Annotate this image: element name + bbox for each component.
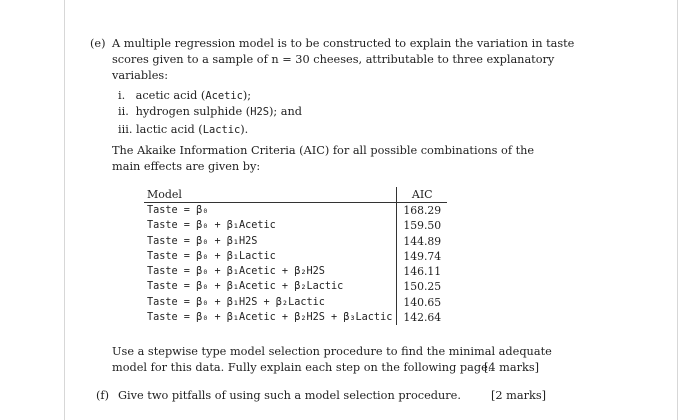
question-e-intro-line-3: variables: xyxy=(112,69,168,82)
model-formula: Taste = β₀ + β₁H2S + β₂Lactic xyxy=(147,296,325,308)
page-right-border xyxy=(677,0,678,420)
question-e-label: (e) xyxy=(90,37,106,50)
question-f-label: (f) xyxy=(96,389,109,402)
question-e-intro-line-1: A multiple regression model is to be constructed to explain the variation in taste xyxy=(112,37,575,50)
model-column-header: Model xyxy=(147,188,182,201)
model-formula: Taste = β₀ + β₁Acetic + β₂H2S xyxy=(147,266,325,278)
variable-number: iii. xyxy=(118,123,133,136)
question-f-marks: [2 marks] xyxy=(491,389,547,402)
variable-number: i. xyxy=(118,89,126,102)
variable-suffix: ); and xyxy=(268,105,303,118)
variable-item xyxy=(118,104,302,120)
aic-value: 168.29 xyxy=(397,203,447,219)
aic-intro-line-1: The Akaike Information Criteria (AIC) for all possible combinations of the xyxy=(112,144,535,157)
table-row xyxy=(144,203,447,219)
variable-item xyxy=(118,88,251,104)
table-row xyxy=(144,218,447,233)
variable-code: Lactic xyxy=(202,124,241,136)
variable-code: H2S xyxy=(250,106,269,118)
model-formula: Taste = β₀ xyxy=(144,203,397,219)
variable-text: acetic acid ( xyxy=(135,89,206,102)
model-formula: Taste = β₀ + β₁Acetic + β₂Lactic xyxy=(147,281,344,293)
aic-value: 150.25 xyxy=(397,279,447,294)
model-formula: Taste = β₀ + β₁Acetic xyxy=(147,220,276,232)
variable-text: lactic acid ( xyxy=(136,123,203,136)
question-e-intro-line-2: scores given to a sample of n = 30 cheeses, attributable to three explanatory xyxy=(112,53,555,66)
aic-value: 159.50 xyxy=(397,218,447,233)
variable-suffix: ); xyxy=(242,89,252,102)
model-formula: Taste = β₀ + β₁Acetic + β₂H2S + β₃Lactic xyxy=(147,312,393,324)
aic-intro-line-2: main effects are given by: xyxy=(112,160,261,173)
variable-suffix: ). xyxy=(240,123,249,136)
question-f-text: Give two pitfalls of using such a model selection procedure. xyxy=(118,389,461,402)
table-row xyxy=(144,295,447,310)
aic-column-header: AIC xyxy=(397,187,447,203)
aic-value: 149.74 xyxy=(397,249,447,264)
aic-value: 142.64 xyxy=(397,310,447,325)
page-left-border xyxy=(64,0,65,420)
variable-number: ii. xyxy=(118,105,129,118)
question-e-marks: [4 marks] xyxy=(484,361,540,374)
table-row xyxy=(144,264,447,279)
model-formula: Taste = β₀ + β₁Lactic xyxy=(147,250,276,262)
aic-value: 140.65 xyxy=(397,295,447,310)
model-formula: Taste = β₀ + β₁H2S xyxy=(147,235,258,247)
table-row xyxy=(144,279,447,294)
variable-text: hydrogen sulphide ( xyxy=(135,105,251,118)
aic-value: 144.89 xyxy=(397,234,447,249)
table-row xyxy=(144,310,447,325)
table-row xyxy=(144,234,447,249)
aic-value: 146.11 xyxy=(397,264,447,279)
variable-item xyxy=(118,122,248,138)
aic-table xyxy=(144,187,447,325)
task-line-2: model for this data. Fully explain each step on the following page. xyxy=(112,361,492,374)
aic-table-header xyxy=(144,187,447,203)
variable-code: Acetic xyxy=(205,90,243,102)
table-row xyxy=(144,249,447,264)
task-line-1: Use a stepwise type model selection procedure to find the minimal adequate xyxy=(112,345,552,358)
